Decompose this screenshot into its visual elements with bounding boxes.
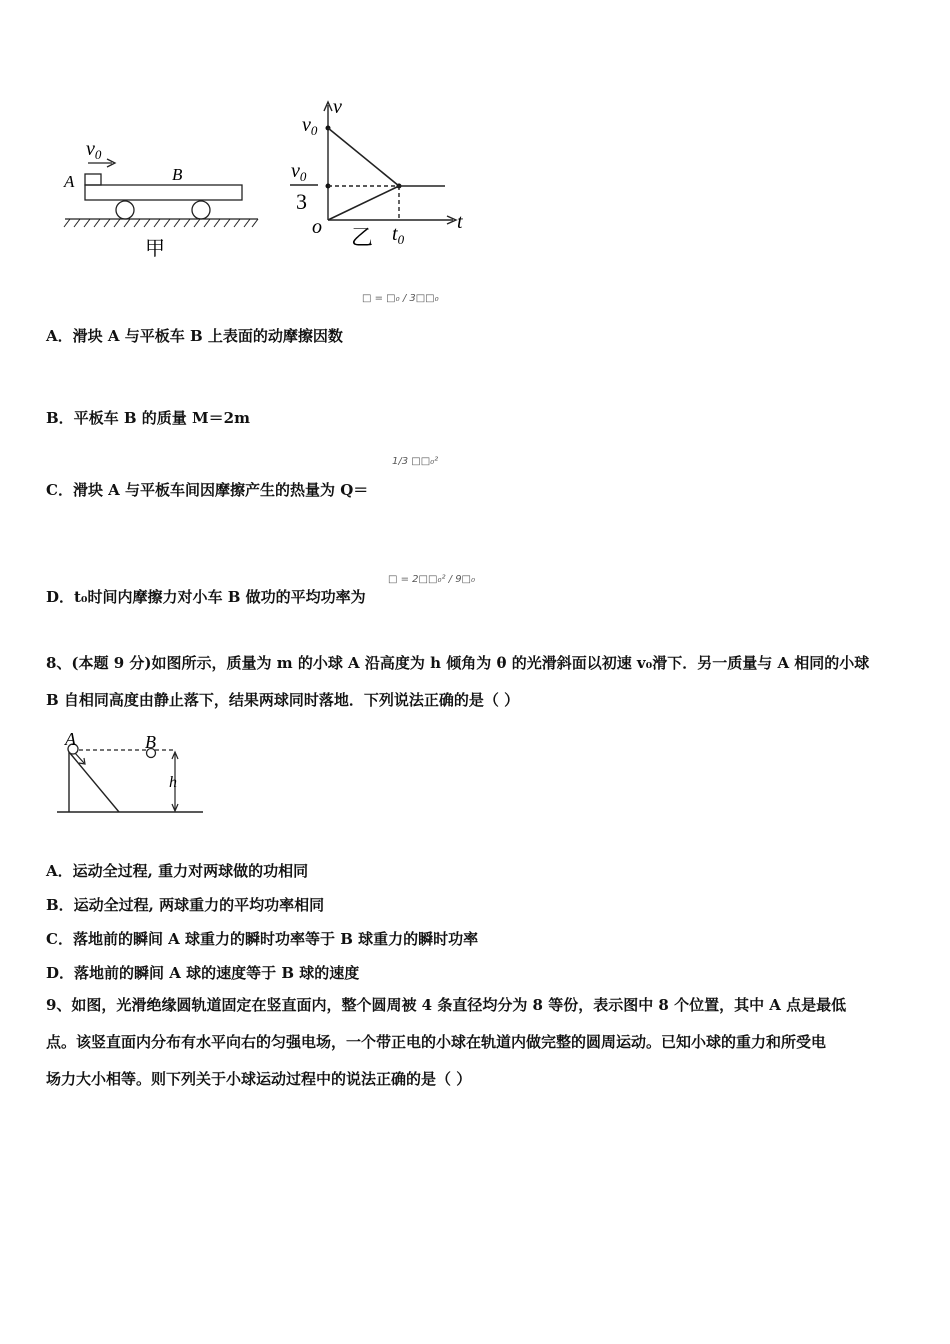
q8-stem-line2: B 自相同高度由静止落下，结果两球同时落地．下列说法正确的是（ ）	[46, 691, 520, 709]
vt-v0over3-denominator: 3	[296, 189, 307, 214]
q9-stem-line3: 场力大小相等。则下列关于小球运动过程中的说法正确的是（ ）	[46, 1070, 472, 1088]
vt-caption: 乙	[351, 225, 374, 250]
figure-cart	[60, 130, 275, 265]
q8-label-a: A	[65, 730, 76, 749]
q8-option-c: C．落地前的瞬间 A 球重力的瞬时功率等于 B 球重力的瞬时功率	[46, 930, 479, 948]
q7-option-c-formula: 1/3 □□₀²	[392, 456, 439, 467]
vt-line-cart-b	[328, 186, 399, 220]
q8-option-b: B．运动全过程, 两球重力的平均功率相同	[46, 896, 325, 914]
q8-incline-slope	[69, 752, 119, 812]
q7-option-a: A．滑块 A 与平板车 B 上表面的动摩擦因数	[46, 327, 343, 345]
vt-origin-label: o	[312, 216, 322, 238]
fig1-label-a: A	[64, 172, 75, 191]
ground-hatching	[64, 219, 258, 227]
vt-v0over3-numerator: $v_0$	[291, 160, 307, 184]
q7-option-a-formula: □ = □₀ / 3□□₀	[362, 293, 439, 304]
fig1-caption: 甲	[145, 238, 165, 260]
q7-option-c: C．滑块 A 与平板车间因摩擦产生的热量为 Q＝	[46, 481, 369, 499]
vt-axis-v-label: v	[333, 96, 342, 118]
q8-option-a: A．运动全过程, 重力对两球做的功相同	[46, 862, 309, 880]
vt-line-slider-a	[328, 128, 399, 186]
vt-axis-t-label: t	[457, 211, 463, 233]
cart-wheel-right	[192, 201, 210, 219]
slider-a	[85, 174, 101, 185]
q8-stem	[46, 645, 908, 719]
q9-stem	[46, 987, 908, 1098]
q8-label-b: B	[145, 732, 156, 752]
cart-b	[85, 185, 242, 200]
q8-option-d: D．落地前的瞬间 A 球的速度等于 B 球的速度	[46, 964, 360, 982]
q8-stem-line1: 8、(本题 9 分)如图所示，质量为 m 的小球 A 沿高度为 h 倾角为 θ 的光滑斜面以初速 v₀滑下．另一质量与 A 相同的小球	[46, 654, 870, 672]
fig1-v0-label: $v_0$	[86, 138, 102, 162]
q8-label-h: h	[169, 774, 177, 791]
q8-figure-incline	[55, 730, 210, 818]
cart-wheel-left	[116, 201, 134, 219]
q7-option-d: D．t₀时间内摩擦力对小车 B 做功的平均功率为	[46, 588, 366, 606]
fig1-label-b: B	[172, 165, 183, 184]
q9-stem-line1: 9、如图，光滑绝缘圆轨道固定在竖直面内，整个圆周被 4 条直径均分为 8 等份，表示图中 8 个位置，其中 A 点是最低	[46, 996, 847, 1014]
q7-option-d-formula: □ = 2□□₀² / 9□₀	[388, 574, 476, 585]
vt-v0-label: $v_0$	[302, 114, 318, 138]
vt-t0-label: $t_0$	[392, 223, 405, 247]
q9-stem-line2: 点。该竖直面内分布有水平向右的匀强电场，一个带正电的小球在轨道内做完整的圆周运动。已知小球的重力和所受电	[46, 1033, 827, 1051]
q7-option-b: B．平板车 B 的质量 M＝2m	[46, 409, 250, 427]
figure-vt-graph	[285, 95, 480, 260]
